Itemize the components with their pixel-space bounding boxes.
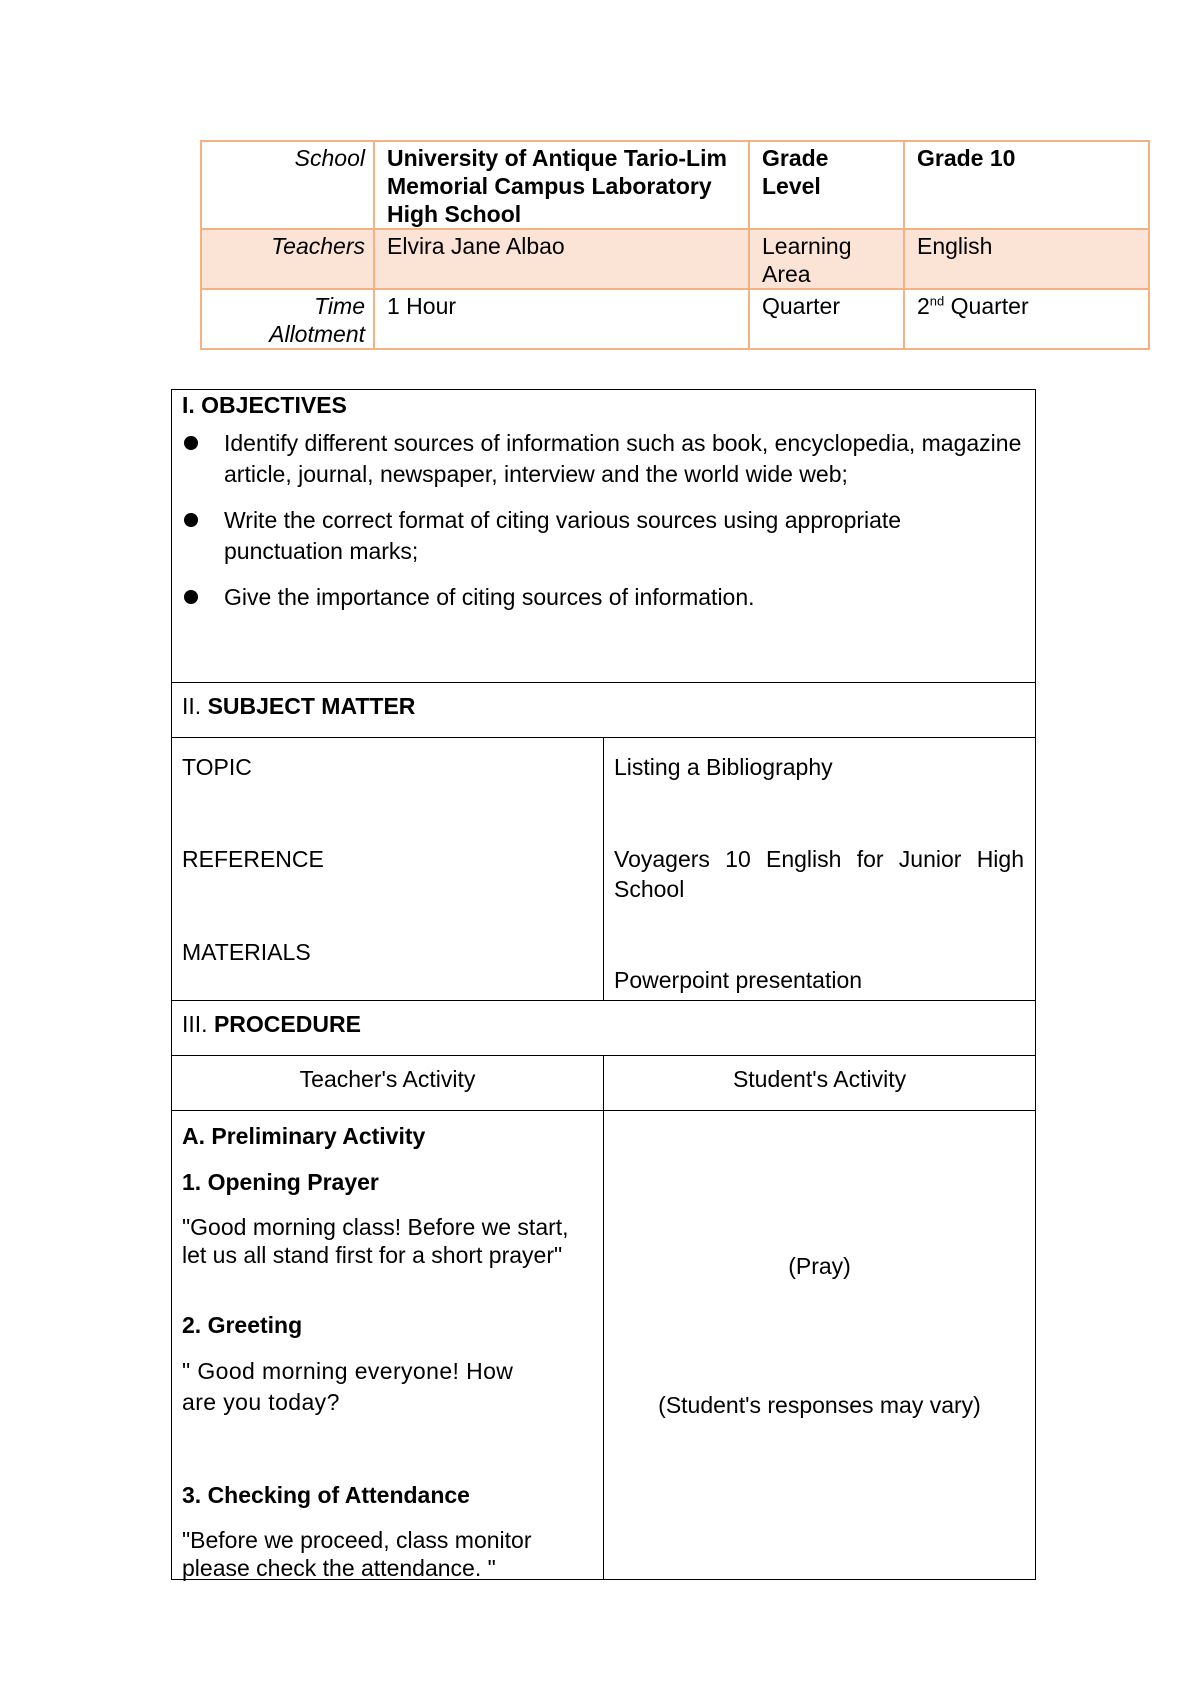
learning-area-label: Learning Area [749, 229, 904, 289]
procedure-row [172, 1111, 1036, 1580]
objectives-row [172, 390, 1036, 683]
topic-label: TOPIC [182, 754, 252, 780]
student-responses-text: (Student's responses may vary) [658, 1392, 981, 1418]
quarter-number: 2 [917, 293, 930, 319]
quarter-suffix: nd [929, 293, 945, 309]
bullet-icon [184, 436, 198, 450]
subject-matter-labels [172, 738, 604, 1001]
preliminary-activity-heading: A. Preliminary Activity [182, 1123, 426, 1149]
objective-text: Identify different sources of information such as book, encyclopedia, magazine article, journal, newspaper, interview and the world wide web; [224, 430, 1022, 487]
school-label: School [201, 141, 374, 229]
activity-header-row [172, 1056, 1036, 1111]
objectives-cell [172, 390, 1036, 683]
teachers-value: Elvira Jane Albao [374, 229, 749, 289]
procedure-title [172, 1001, 1036, 1056]
greeting-heading: 2. Greeting [182, 1312, 303, 1338]
subject-matter-row [172, 738, 1036, 1001]
student-pray-text: (Pray) [788, 1253, 851, 1279]
info-row-time [201, 289, 1149, 349]
objective-item [182, 582, 1025, 613]
bullet-icon [184, 590, 198, 604]
school-value: University of Antique Tario-Lim Memorial Campus Laboratory High School [374, 141, 749, 229]
attendance-heading: 3. Checking of Attendance [182, 1482, 470, 1508]
info-row-school [201, 141, 1149, 229]
procedure-prefix: III. [182, 1011, 208, 1037]
learning-area-value: English [904, 229, 1149, 289]
grade-level-value: Grade 10 [904, 141, 1149, 229]
greeting-text: " Good morning everyone! How are you today? [182, 1358, 514, 1415]
student-activity-header: Student's Activity [604, 1056, 1036, 1111]
objective-text: Give the importance of citing sources of information. [224, 584, 755, 610]
quarter-label: Quarter [749, 289, 904, 349]
opening-prayer-text: "Good morning class! Before we start, let us all stand first for a short prayer" [182, 1214, 569, 1268]
opening-prayer-heading: 1. Opening Prayer [182, 1169, 379, 1195]
quarter-value [904, 289, 1149, 349]
teacher-activity-header: Teacher's Activity [172, 1056, 604, 1111]
subject-matter-title [172, 683, 1036, 738]
objective-text: Write the correct format of citing various sources using appropriate punctuation marks; [224, 507, 902, 564]
topic-value: Listing a Bibliography [614, 754, 833, 780]
subject-matter-heading: SUBJECT MATTER [207, 693, 416, 719]
procedure-header-row [172, 1001, 1036, 1056]
grade-level-label: Grade Level [749, 141, 904, 229]
reference-label: REFERENCE [182, 846, 324, 872]
objective-item [182, 505, 1025, 567]
info-row-teachers [201, 229, 1149, 289]
teacher-activity-cell [172, 1111, 604, 1580]
reference-value: Voyagers 10 English for Junior High School [614, 846, 1024, 902]
objectives-title: I. OBJECTIVES [182, 392, 347, 418]
lesson-info-table [200, 140, 1150, 350]
objective-item [182, 428, 1025, 490]
materials-label: MATERIALS [182, 939, 311, 965]
subject-matter-header-row [172, 683, 1036, 738]
time-allotment-value: 1 Hour [374, 289, 749, 349]
attendance-text: "Before we proceed, class monitor please check the attendance. " [182, 1527, 532, 1581]
subject-matter-prefix: II. [182, 693, 202, 719]
quarter-word: Quarter [950, 293, 1029, 319]
teachers-label: Teachers [201, 229, 374, 289]
student-activity-cell [604, 1111, 1036, 1580]
time-allotment-label: Time Allotment [201, 289, 374, 349]
procedure-heading: PROCEDURE [213, 1011, 361, 1037]
objectives-list [182, 428, 1025, 613]
bullet-icon [184, 513, 198, 527]
lesson-plan-table [171, 389, 1036, 1580]
subject-matter-values [604, 738, 1036, 1001]
materials-value: Powerpoint presentation [614, 967, 863, 993]
